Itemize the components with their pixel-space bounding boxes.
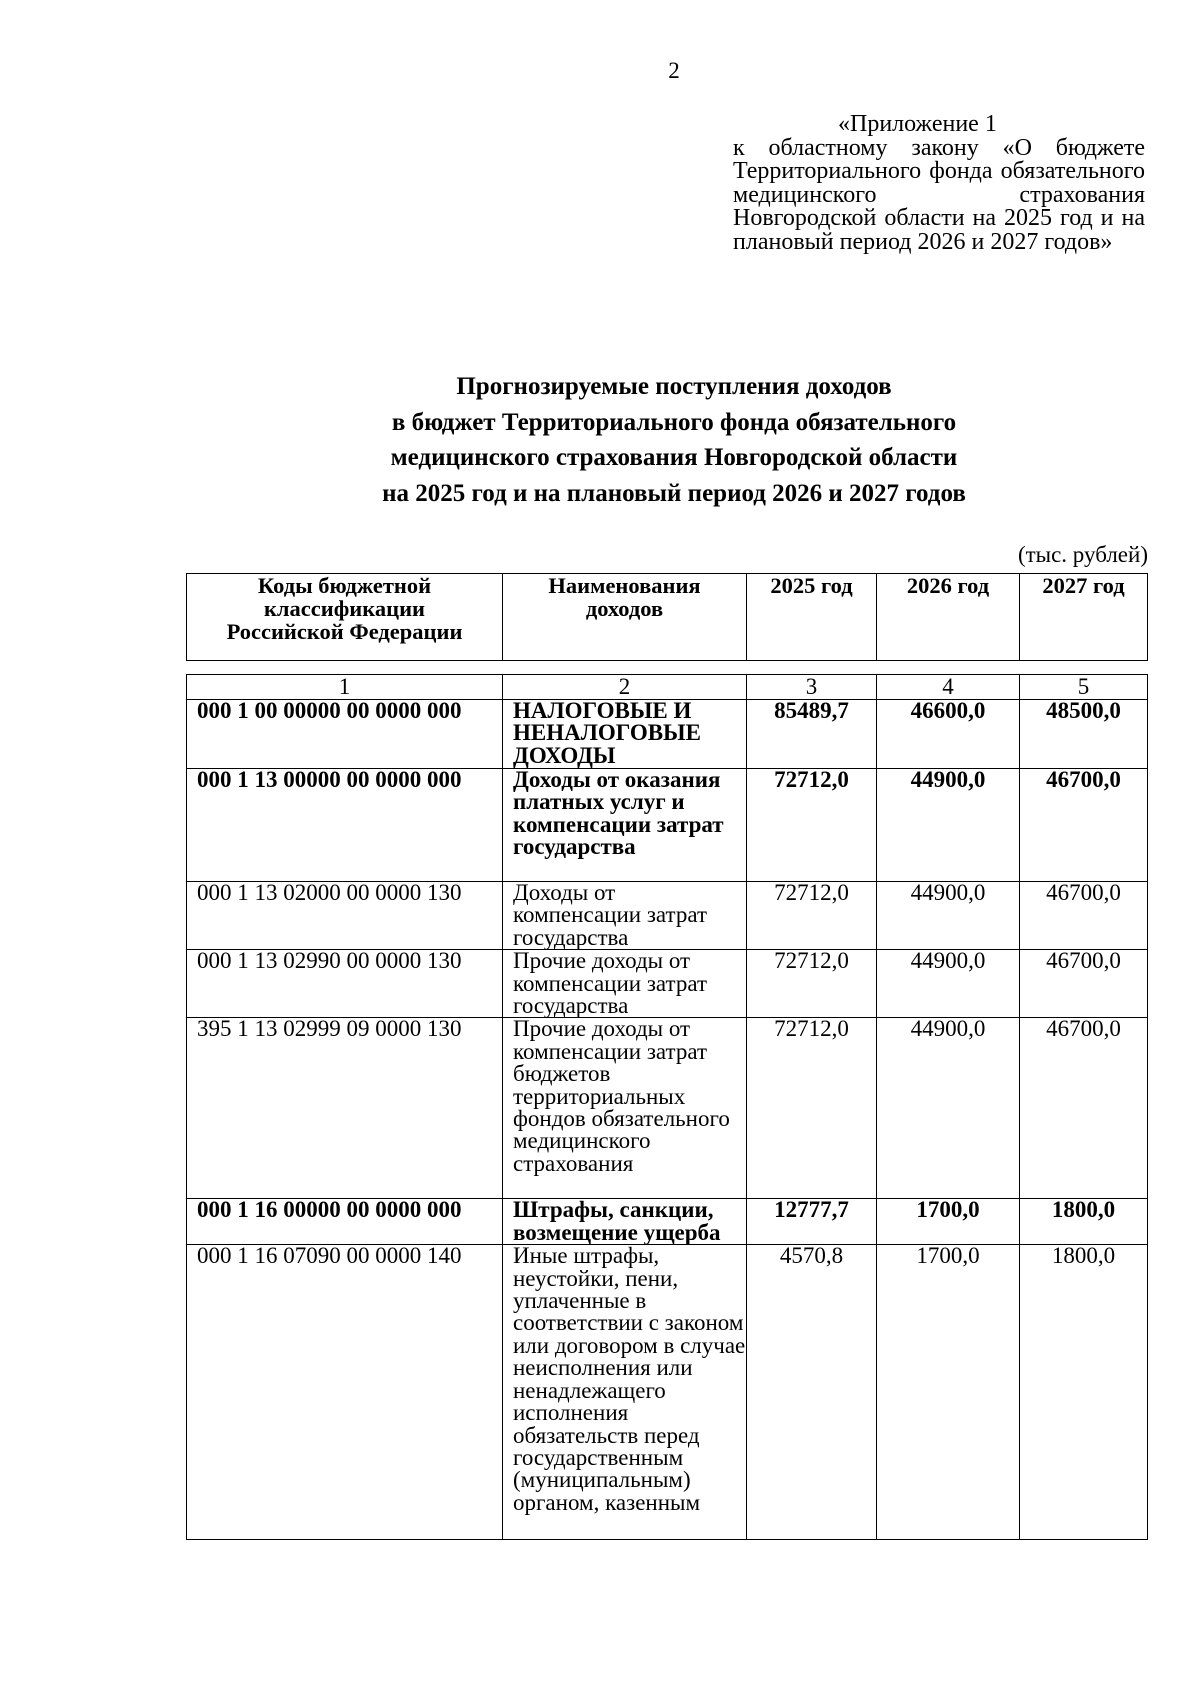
- row-value-2027: 46700,0: [1020, 1018, 1148, 1199]
- row-value-2027: 48500,0: [1020, 700, 1148, 769]
- units-label: (тыс. рублей): [1017, 542, 1148, 567]
- appendix-note: [733, 113, 1145, 254]
- row-value-2025: 4570,8: [747, 1245, 877, 1540]
- row-code: 000 1 13 02990 00 0000 130: [187, 950, 503, 1018]
- row-value-2025: 12777,7: [747, 1199, 877, 1245]
- income-table: [186, 674, 1148, 1540]
- column-number: 4: [877, 675, 1020, 700]
- row-code: 000 1 16 07090 00 0000 140: [187, 1245, 503, 1540]
- row-code: 000 1 16 00000 00 0000 000: [187, 1199, 503, 1245]
- header-2027: 2027 год: [1020, 574, 1148, 661]
- row-value-2027: 46700,0: [1020, 882, 1148, 950]
- row-code: 000 1 00 00000 00 0000 000: [187, 700, 503, 769]
- title-line-1: Прогнозируемые поступления доходов: [456, 373, 892, 400]
- row-value-2027: 46700,0: [1020, 769, 1148, 882]
- row-value-2026: 44900,0: [877, 950, 1020, 1018]
- title-line-2: в бюджет Территориального фонда обязательного: [391, 408, 957, 436]
- row-code: 395 1 13 02999 09 0000 130: [187, 1018, 503, 1199]
- column-number: 1: [187, 675, 503, 700]
- table-header: [186, 573, 1148, 661]
- table-row: [187, 1245, 1148, 1540]
- table-row: [187, 769, 1148, 882]
- row-value-2026: 44900,0: [877, 769, 1020, 882]
- row-name: Доходы от компенсации затрат государства: [503, 882, 747, 950]
- column-number: 3: [747, 675, 877, 700]
- column-number: 5: [1020, 675, 1148, 700]
- row-value-2025: 72712,0: [747, 1018, 877, 1199]
- table-row: [187, 700, 1148, 769]
- row-value-2026: 1700,0: [877, 1199, 1020, 1245]
- row-name: Прочие доходы от компенсации затрат бюджетов территориальных фондов обязательного медицинского страхования: [503, 1018, 747, 1199]
- row-code: 000 1 13 00000 00 0000 000: [187, 769, 503, 882]
- table-row: [187, 1018, 1148, 1199]
- row-value-2027: 46700,0: [1020, 950, 1148, 1018]
- header-code: Коды бюджетной классификации Российской Федерации: [187, 574, 503, 661]
- row-value-2025: 72712,0: [747, 769, 877, 882]
- row-name: Иные штрафы, неустойки, пени, уплаченные в соответствии с законом или договором в случае неисполнения или ненадлежащего исполнения обязательств перед государственным (муниципальным) органом, казенным: [503, 1245, 747, 1540]
- column-number: 2: [503, 675, 747, 700]
- title-line-3: медицинского страхования Новгородской области: [390, 444, 958, 471]
- table-row: [187, 882, 1148, 950]
- column-numbers-row: [187, 675, 1148, 700]
- row-value-2027: 1800,0: [1020, 1245, 1148, 1540]
- header-2026: 2026 год: [877, 574, 1020, 661]
- row-value-2025: 85489,7: [747, 700, 877, 769]
- row-value-2025: 72712,0: [747, 950, 877, 1018]
- page-number: 2: [668, 58, 680, 83]
- appendix-body: к областному закону «О бюджете Территориального фонда обязательного медицинского страхования Новгородской области на 2025 год и на плановый период 2026 и 2027 годов»: [733, 134, 1145, 255]
- row-value-2026: 46600,0: [877, 700, 1020, 769]
- table-row: [187, 1199, 1148, 1245]
- row-value-2025: 72712,0: [747, 882, 877, 950]
- row-value-2026: 44900,0: [877, 882, 1020, 950]
- appendix-first-line: «Приложение 1: [838, 111, 997, 137]
- row-name: Штрафы, санкции, возмещение ущерба: [503, 1199, 747, 1245]
- header-2025: 2025 год: [747, 574, 877, 661]
- row-name: НАЛОГОВЫЕ И НЕНАЛОГОВЫЕ ДОХОДЫ: [503, 700, 747, 769]
- table-row: [187, 950, 1148, 1018]
- row-value-2026: 1700,0: [877, 1245, 1020, 1540]
- row-value-2026: 44900,0: [877, 1018, 1020, 1199]
- title-line-4: на 2025 год и на плановый период 2026 и 2027 годов: [382, 479, 966, 507]
- document-title: [0, 369, 1200, 511]
- row-name: Прочие доходы от компенсации затрат государства: [503, 950, 747, 1018]
- header-name: Наименования доходов: [503, 574, 747, 661]
- row-code: 000 1 13 02000 00 0000 130: [187, 882, 503, 950]
- row-name: Доходы от оказания платных услуг и компенсации затрат государства: [503, 769, 747, 882]
- row-value-2027: 1800,0: [1020, 1199, 1148, 1245]
